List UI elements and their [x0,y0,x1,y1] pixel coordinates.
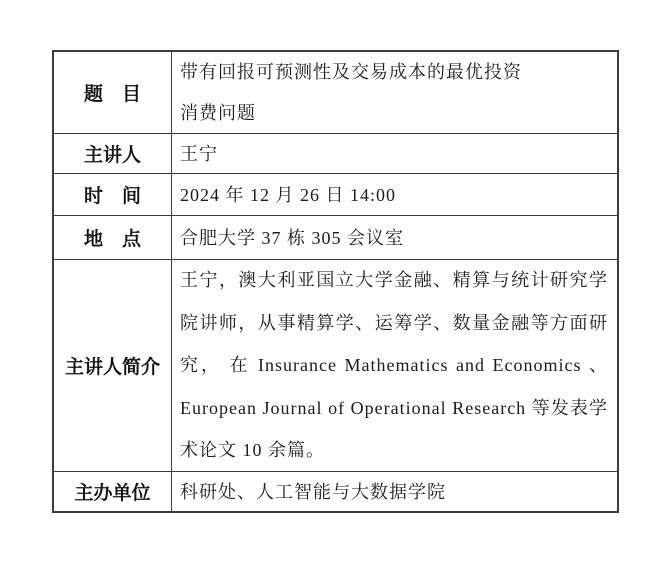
seminar-info-table [52,50,619,513]
table-row-title [54,52,617,133]
bio-line-3: 究， 在 Insurance Mathematics and Economics 、 [180,355,608,376]
organizer-row-content [172,472,617,511]
speaker-row-label: 主讲人 [54,134,172,173]
time-row-content [172,174,617,215]
location-row-content [172,216,617,259]
organizer-row-label: 主办单位 [54,472,172,511]
bio-row-label: 主讲人简介 [54,260,172,471]
location-value: 合肥大学 37 栋 305 会议室 [180,227,404,248]
title-line-1: 带有回报可预测性及交易成本的最优投资 [180,61,522,82]
bio-line-5: 术论文 10 余篇。 [180,440,325,461]
title-line-2: 消费问题 [180,102,256,123]
title-row-label: 题 目 [54,52,172,133]
table-row-time [54,173,617,215]
title-row-content [172,52,617,133]
time-value: 2024 年 12 月 26 日 14:00 [180,184,397,205]
table-row-organizer [54,471,617,511]
bio-line-4: European Journal of Operational Research 等发表学 [180,397,608,418]
organizer-value: 科研处、人工智能与大数据学院 [180,481,446,502]
table-row-speaker [54,133,617,173]
speaker-row-content [172,134,617,173]
bio-row-content [172,260,617,471]
bio-line-2: 院讲师，从事精算学、运筹学、数量金融等方面研 [180,312,608,333]
speaker-name: 王宁 [180,143,218,164]
time-row-label: 时 间 [54,174,172,215]
table-row-location [54,215,617,259]
bio-line-1: 王宁，澳大利亚国立大学金融、精算与统计研究学 [180,270,608,291]
location-row-label: 地 点 [54,216,172,259]
table-row-speaker-bio [54,259,617,471]
